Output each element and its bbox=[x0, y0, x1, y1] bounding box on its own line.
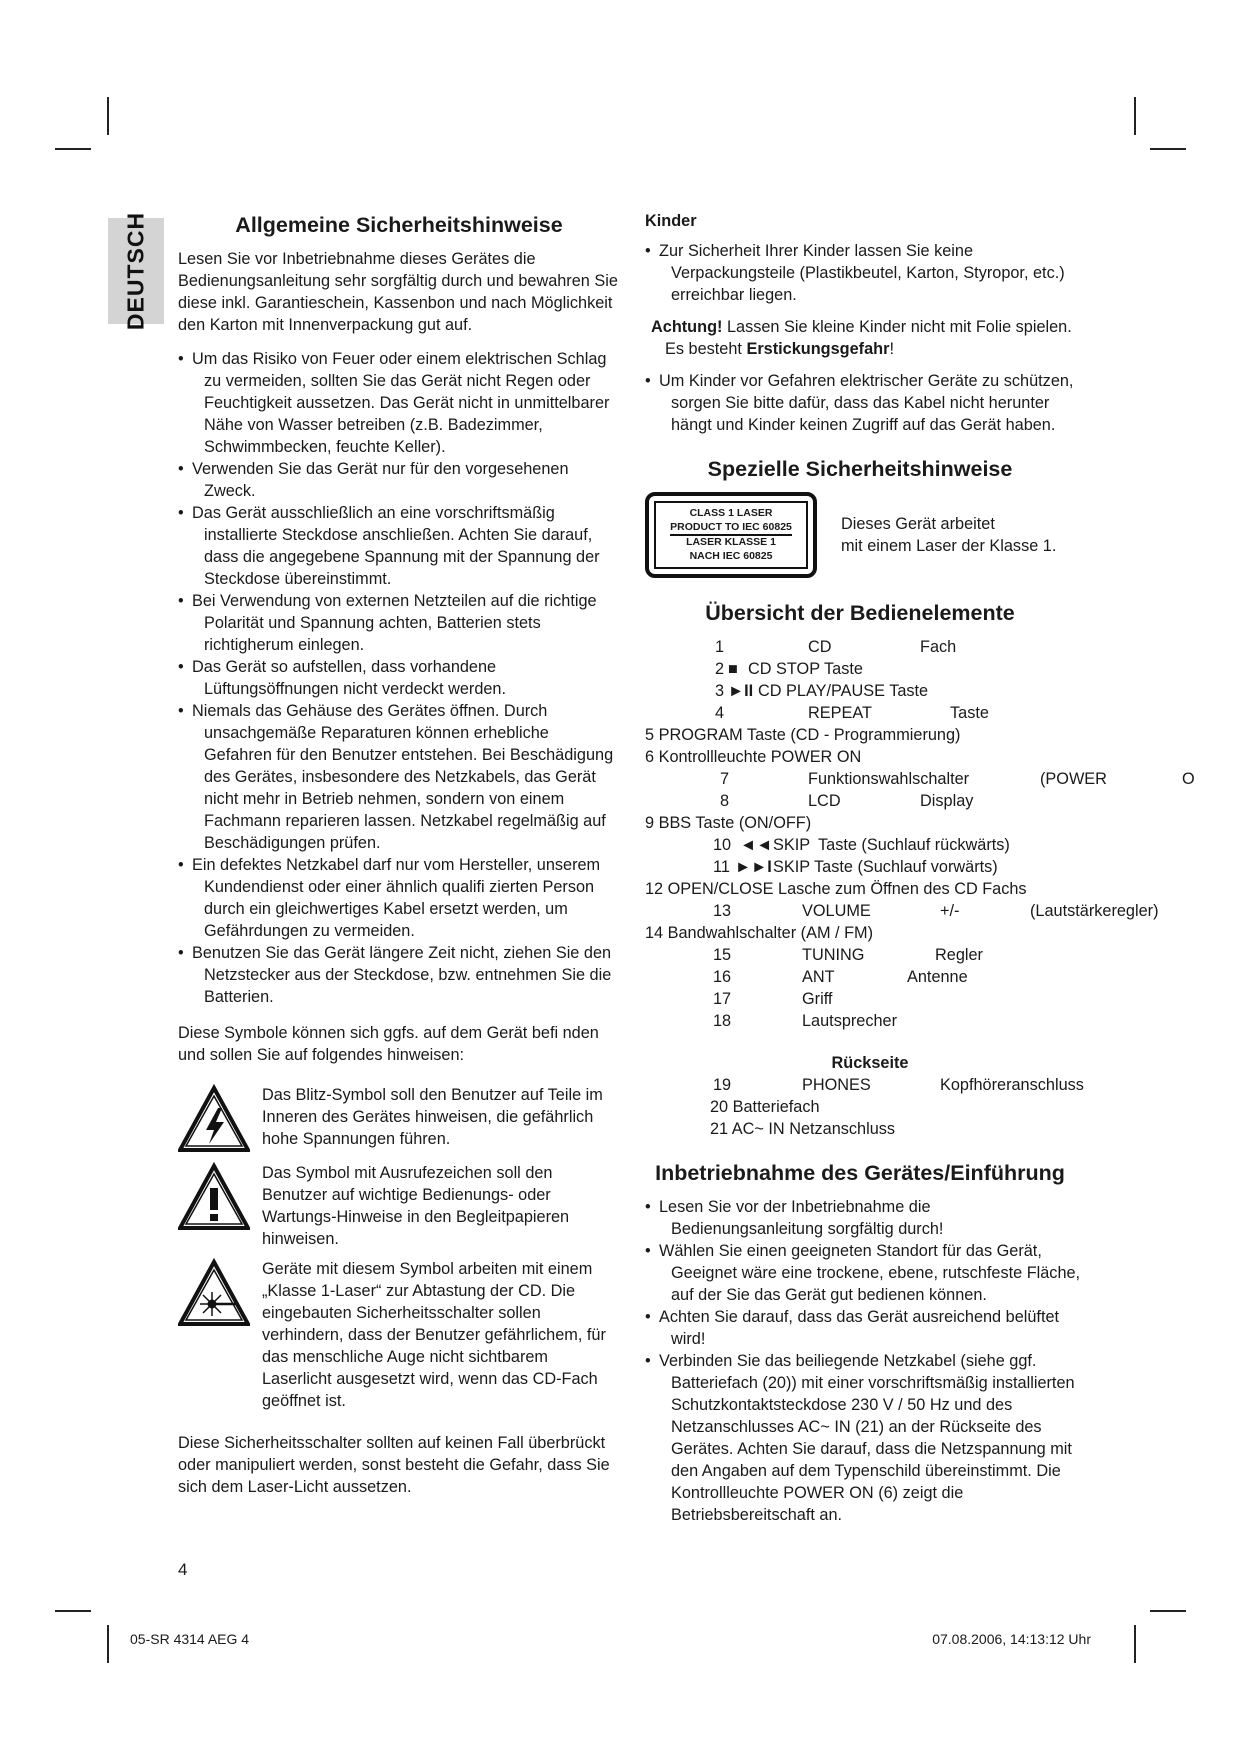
list-item: • Um Kinder vor Gefahren elektrischer Geräte zu schützen, sorgen Sie bitte dafür, dass das Kabel nicht herunter hängt und Kinder keinen Zugriff auf das Gerät haben. bbox=[645, 372, 1074, 434]
language-tab bbox=[108, 211, 164, 331]
list-item: 21 AC~ IN Netzanschluss bbox=[710, 1120, 896, 1138]
list-item: 6 Kontrollleuchte POWER ON bbox=[645, 748, 862, 766]
laser-label-line: CLASS 1 LASER bbox=[689, 507, 773, 519]
laser-warning-icon bbox=[178, 1258, 250, 1328]
list-item: • Achten Sie darauf, dass das Gerät ausreichend belüftet wird! bbox=[645, 1308, 1060, 1348]
list-item: • Um das Risiko von Feuer oder einem elektrischen Schlag zu vermeiden, sollten Sie das Gerät nicht Regen oder Feuchtigkeit aussetzen. Das Gerät nicht in unmittelbarer Nähe von Wasser betreiben (z.B. Badezimmer, Schwimmbecken, feuchte Keller). bbox=[178, 350, 610, 456]
warning-prefix: Es besteht bbox=[665, 340, 747, 358]
rear-heading: Rückseite bbox=[831, 1054, 909, 1072]
symbol-row bbox=[178, 1084, 620, 1154]
laser-label-line: NACH IEC 60825 bbox=[689, 549, 773, 562]
laser-section bbox=[645, 492, 1205, 578]
laser-label-line: PRODUCT TO IEC 60825 bbox=[670, 521, 792, 537]
children-list-2 bbox=[645, 370, 1075, 436]
crop-mark bbox=[1150, 148, 1186, 150]
crop-mark bbox=[1134, 97, 1136, 135]
crop-mark bbox=[107, 97, 109, 135]
list-item: 1 CD Fach bbox=[715, 638, 957, 656]
symbol-text: Das Symbol mit Ausrufezeichen soll den Benutzer auf wichtige Bedienungs- oder Wartungs-Hinweise in den Begleitpapieren hinweisen. bbox=[262, 1164, 570, 1248]
controls-list bbox=[645, 636, 1205, 1032]
list-item: • Ein defektes Netzkabel darf nur vom Hersteller, unserem Kundendienst oder einer ähnlich qualifi zierten Person durch ein gleichwertiges Kabel ersetzt werden, um Gefährdungen zu vermeiden. bbox=[178, 856, 601, 940]
list-item: • Das Gerät so aufstellen, dass vorhandene Lüftungsöffnungen nicht verdeckt werden. bbox=[178, 658, 507, 698]
warning-suffix: ! bbox=[889, 340, 894, 358]
list-item: 14 Bandwahlschalter (AM / FM) bbox=[645, 924, 874, 942]
list-item: 17 Griff bbox=[713, 990, 833, 1008]
left-column bbox=[178, 210, 620, 1498]
controls-heading: Übersicht der Bedienelemente bbox=[705, 601, 1015, 625]
exclamation-warning-icon bbox=[178, 1162, 250, 1232]
footer-right: 07.08.2006, 14:13:12 Uhr bbox=[932, 1631, 1091, 1647]
symbols-intro: Diese Symbole können sich ggfs. auf dem Gerät befi nden und sollen Sie auf folgendes hinweisen: bbox=[178, 1024, 599, 1064]
list-item: • Verbinden Sie das beiliegende Netzkabel (siehe ggf. Batteriefach (20)) mit einer vorschriftsmäßig installierten Schutzkontaktsteckdose 230 V / 50 Hz und des Netzanschlusses AC~ IN (21) an der Rückseite des Gerätes. Achten Sie darauf, dass die Netzspannung mit den Angaben auf dem Typenschild übereinstimmt. Die Kontrollleuchte POWER ON (6) zeigt die Betriebsbereitschaft an. bbox=[645, 1352, 1075, 1524]
list-item: 19 PHONES Kopfhöreranschluss bbox=[713, 1076, 1084, 1094]
suffocation-warning: Erstickungsgefahr bbox=[746, 340, 890, 358]
warning-note bbox=[645, 316, 1075, 338]
footer-left: 05-SR 4314 AEG 4 bbox=[130, 1631, 250, 1647]
warning-text: Lassen Sie kleine Kinder nicht mit Folie spielen. bbox=[722, 318, 1072, 336]
list-item: 2 ■ CD STOP Taste bbox=[715, 660, 863, 678]
startup-list bbox=[645, 1196, 1085, 1526]
list-item: • Benutzen Sie das Gerät längere Zeit nicht, ziehen Sie den Netzstecker aus der Steckdose, bzw. entnehmen Sie die Batterien. bbox=[178, 944, 612, 1006]
crop-mark bbox=[55, 1610, 91, 1612]
safety-list bbox=[178, 348, 620, 1008]
list-item: 13 VOLUME +/- (Lautstärkeregler) bbox=[713, 902, 1159, 920]
symbol-text: Das Blitz-Symbol soll den Benutzer auf Teile im Inneren des Gerätes hinweisen, die gefährlich hohe Spannungen führen. bbox=[262, 1086, 603, 1148]
list-item: 20 Batteriefach bbox=[710, 1098, 820, 1116]
intro-paragraph: Lesen Sie vor Inbetriebnahme dieses Gerätes die Bedienungsanleitung sehr sorgfältig durch und bewahren Sie diese inkl. Garantieschein, Kassenbon und nach Möglichkeit den Karton mit Innenverpackung gut auf. bbox=[178, 250, 618, 334]
warning-note-line2 bbox=[645, 338, 1075, 360]
language-tab-label: DEUTSCH bbox=[122, 211, 149, 331]
list-item: 8 LCD Display bbox=[720, 792, 974, 810]
list-item: 16 ANT Antenne bbox=[713, 968, 968, 986]
list-item: • Bei Verwendung von externen Netzteilen auf die richtige Polarität und Spannung achten, Batterien stets richtigherum einlegen. bbox=[178, 592, 597, 654]
warning-label: Achtung! bbox=[651, 318, 723, 336]
list-item: • Verwenden Sie das Gerät nur für den vorgesehenen Zweck. bbox=[178, 460, 569, 500]
symbol-text: Geräte mit diesem Symbol arbeiten mit einem „Klasse 1-Laser“ zur Abtastung der CD. Die eingebauten Sicherheitsschalter sollen verhindern, dass der Benutzer gefährlichem, für das menschliche Auge nicht sichtbarem Laserlicht ausgesetzt wird, wenn das CD-Fach geöffnet ist. bbox=[262, 1260, 606, 1410]
list-item: 4 REPEAT Taste bbox=[715, 704, 989, 722]
list-item: • Zur Sicherheit Ihrer Kinder lassen Sie keine Verpackungsteile (Plastikbeutel, Karton, Styropor, etc.) erreichbar liegen. bbox=[645, 242, 1065, 304]
symbol-row bbox=[178, 1258, 620, 1412]
general-safety-heading: Allgemeine Sicherheitshinweise bbox=[235, 213, 563, 237]
list-item: • Lesen Sie vor der Inbetriebnahme die Bedienungsanleitung sorgfältig durch! bbox=[645, 1198, 944, 1238]
list-item: 12 OPEN/CLOSE Lasche zum Öffnen des CD Fachs bbox=[645, 880, 1027, 898]
right-column bbox=[645, 210, 1205, 1526]
crop-mark bbox=[107, 1625, 109, 1663]
list-item: 10 ◄◄ SKIP Taste (Suchlauf rückwärts) bbox=[713, 836, 1010, 854]
closing-paragraph: Diese Sicherheitsschalter sollten auf keinen Fall überbrückt oder manipuliert werden, sonst besteht die Gefahr, dass Sie sich dem Laser-Licht aussetzen. bbox=[178, 1434, 610, 1496]
list-item: • Wählen Sie einen geeigneten Standort für das Gerät, Geeignet wäre eine trockene, ebene, rutschfeste Fläche, auf der Sie das Gerät gut bedienen können. bbox=[645, 1242, 1081, 1304]
crop-mark bbox=[1134, 1625, 1136, 1663]
children-heading: Kinder bbox=[645, 212, 697, 230]
startup-heading: Inbetriebnahme des Gerätes/Einführung bbox=[655, 1161, 1065, 1185]
crop-mark bbox=[1150, 1610, 1186, 1612]
laser-class-label bbox=[645, 492, 817, 578]
children-list bbox=[645, 240, 1075, 306]
laser-label-line: LASER KLASSE 1 bbox=[686, 536, 776, 548]
list-item: • Niemals das Gehäuse des Gerätes öffnen. Durch unsachgemäße Reparaturen können erhebliche Gefahren für den Benutzer entstehen. Bei Beschädigung des Gerätes, insbesondere des Netzkabels, das Gerät nicht mehr in Betrieb nehmen, sondern von einem Fachmann reparieren lassen. Netzkabel regelmäßig auf Beschädigungen prüfen. bbox=[178, 702, 614, 852]
list-item: • Das Gerät ausschließlich an eine vorschriftsmäßig installierte Steckdose anschließen. Achten Sie darauf, dass die angegebene Spannung mit der Spannung der Steckdose übereinstimmt. bbox=[178, 504, 600, 588]
crop-mark bbox=[55, 148, 91, 150]
laser-text: Dieses Gerät arbeitet bbox=[841, 515, 995, 533]
list-item: 18 Lautsprecher bbox=[713, 1012, 898, 1030]
special-safety-heading: Spezielle Sicherheitshinweise bbox=[707, 457, 1013, 481]
page-number: 4 bbox=[178, 1560, 188, 1579]
rear-list bbox=[645, 1074, 1205, 1140]
list-item: 7 Funktionswahlschalter (POWER O bbox=[720, 770, 1195, 788]
list-item: 5 PROGRAM Taste (CD - Programmierung) bbox=[645, 726, 961, 744]
list-item: 3 ►II CD PLAY/PAUSE Taste bbox=[715, 682, 929, 700]
list-item: 11 ►►I SKIP Taste (Suchlauf vorwärts) bbox=[713, 858, 998, 876]
laser-text: mit einem Laser der Klasse 1. bbox=[841, 537, 1057, 555]
list-item: 15 TUNING Regler bbox=[713, 946, 983, 964]
lightning-warning-icon bbox=[178, 1084, 250, 1154]
symbol-row bbox=[178, 1162, 620, 1250]
list-item: 9 BBS Taste (ON/OFF) bbox=[645, 814, 812, 832]
